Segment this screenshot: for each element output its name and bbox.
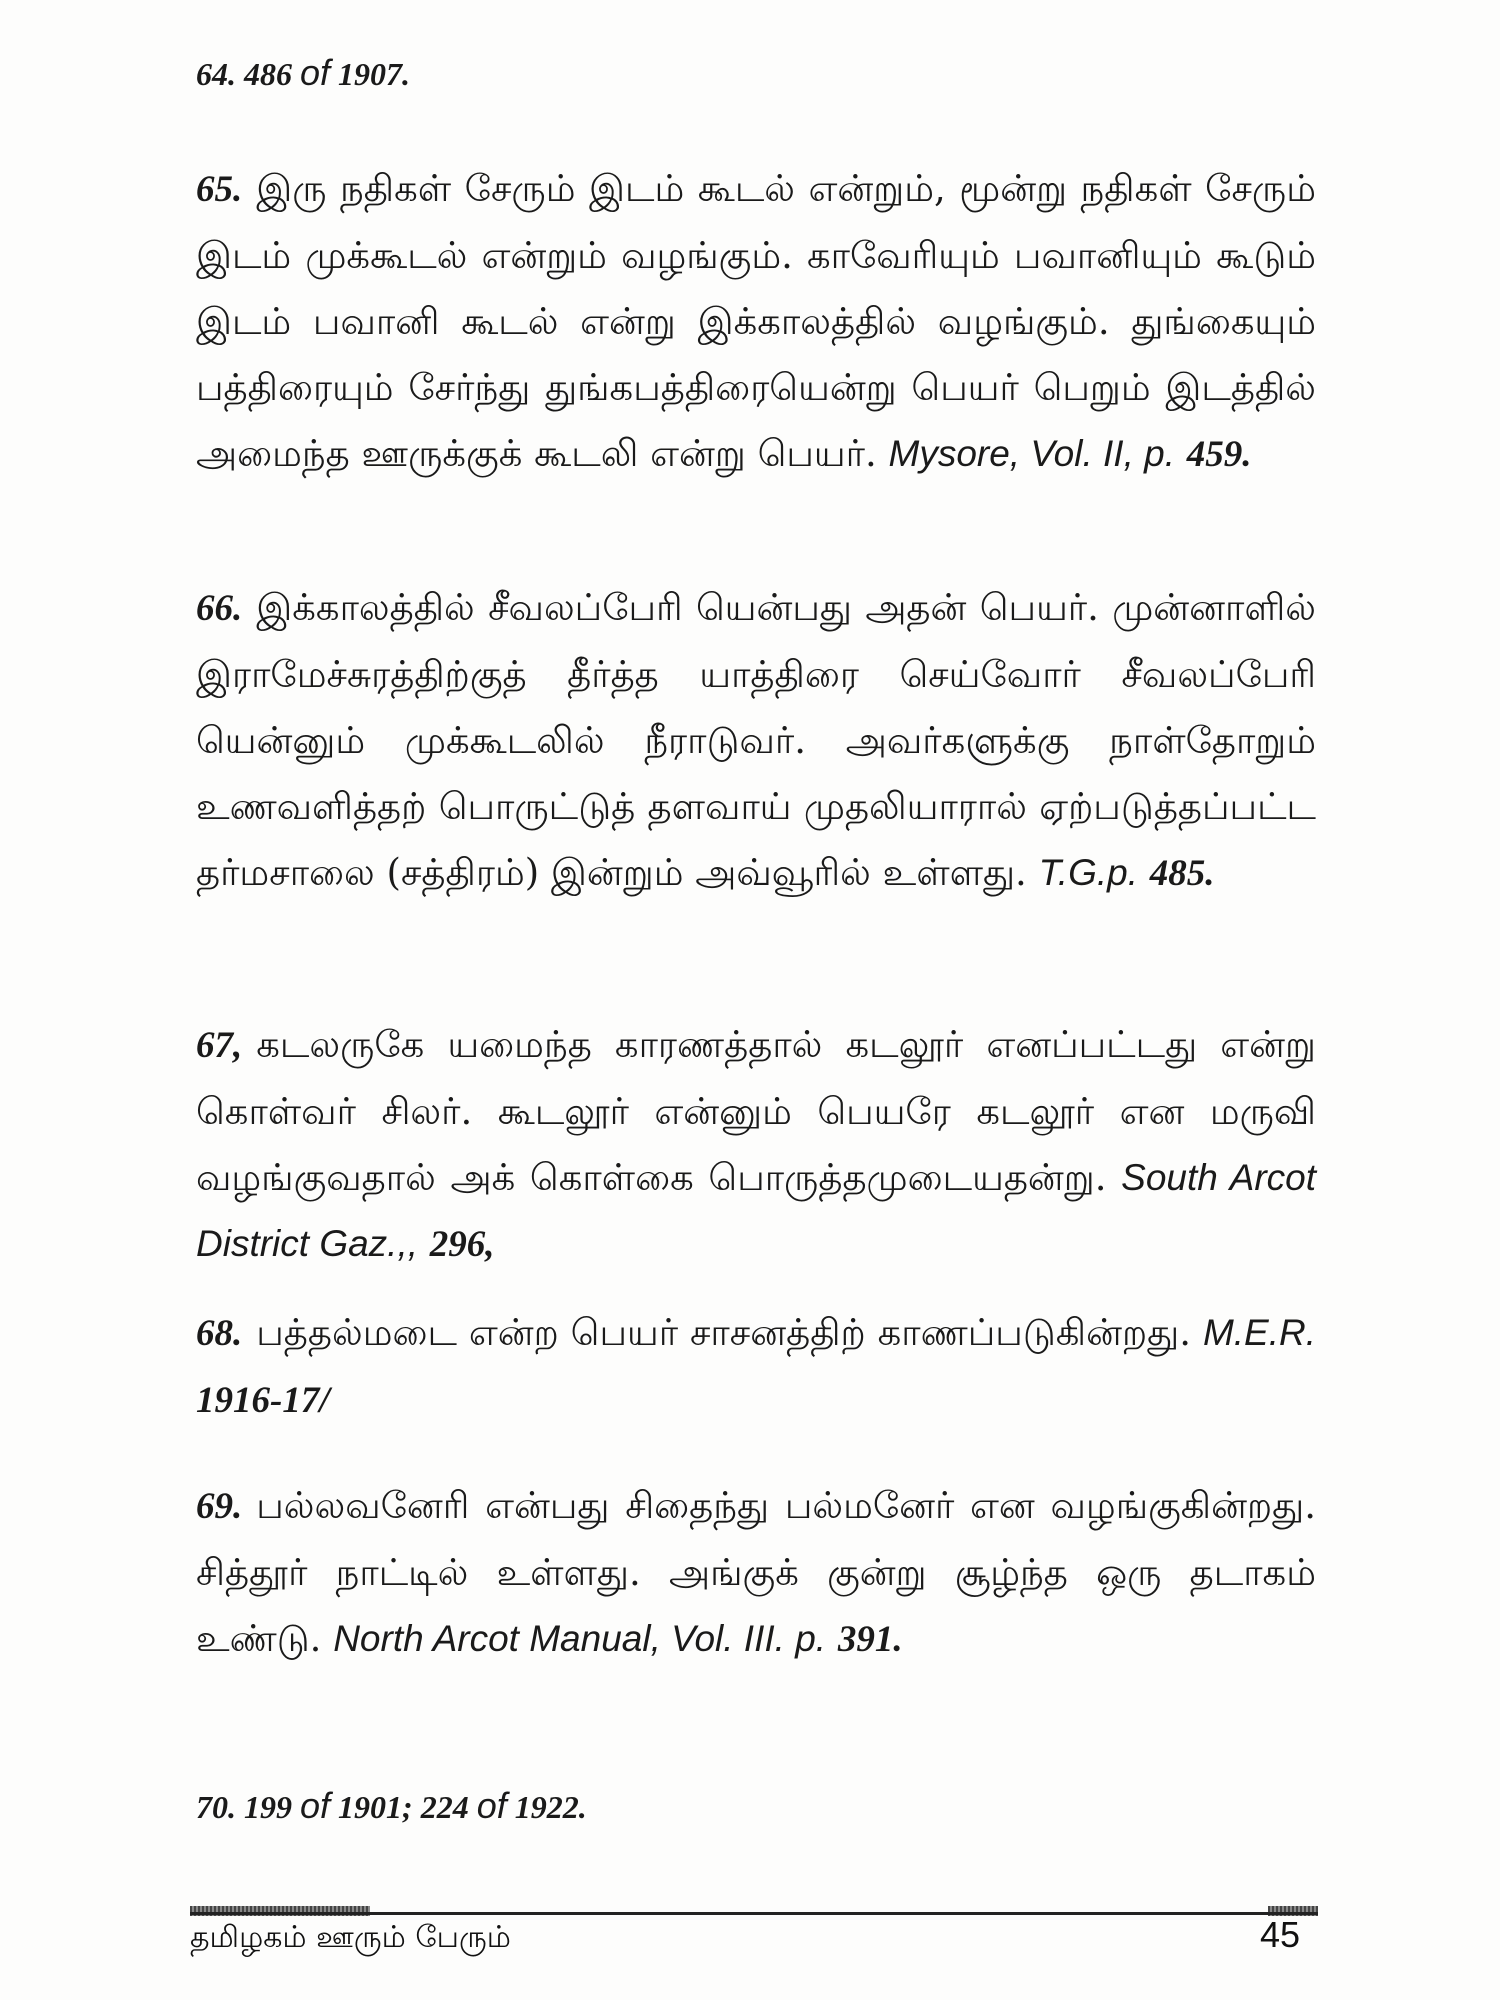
footnote-number: 68. xyxy=(196,1313,243,1354)
footnote-text: பத்தல்மடை என்ற பெயர் சாசனத்திற் காணப்படுகின்றது. xyxy=(256,1311,1192,1354)
footnote-68 xyxy=(196,1300,1316,1434)
footnote-ref: 1922. xyxy=(514,1789,587,1825)
footnote-ref: 224 xyxy=(420,1789,469,1825)
footnote-64 xyxy=(196,40,1316,107)
footnote-number: 64. xyxy=(196,56,236,92)
footnote-text: பல்லவனேரி என்பது சிதைந்து பல்மனேர் என வழங்குகின்றது. சித்தூர் நாட்டில் உள்ளது. அங்குக் குன்று சூழ்ந்த ஒரு தடாகம் உண்டு. xyxy=(196,1484,1316,1660)
page-number: 45 xyxy=(1260,1914,1301,1955)
footnote-citation: South Arcot District Gaz.,, xyxy=(196,1157,1316,1264)
footnote-citation: T.G.p. xyxy=(1038,852,1138,893)
footnote-number: 69. xyxy=(196,1486,243,1527)
footnote-text: இரு நதிகள் சேரும் இடம் கூடல் என்றும், மூன்று நதிகள் சேரும் இடம் முக்கூடல் என்றும் வழங்கும். காவேரியும் பவானியும் கூடும் இடம் பவானி கூடல் என்று இக்காலத்தில் வழங்கும். துங்கையும் பத்திரையும் சேர்ந்து துங்கபத்திரையென்று பெயர் பெறும் இடத்தில் அமைந்த ஊருக்குக் கூடலி என்று பெயர். xyxy=(196,167,1316,475)
footnote-citation: M.E.R. xyxy=(1202,1312,1317,1353)
footnote-66 xyxy=(196,575,1316,907)
footnote-citation-page: 459. xyxy=(1186,434,1252,475)
footnote-67 xyxy=(196,1012,1316,1278)
footnote-number: 65. xyxy=(196,169,243,210)
footnote-citation: North Arcot Manual, Vol. III. p. xyxy=(333,1618,827,1659)
footnote-citation-page: 1916-17/ xyxy=(196,1380,330,1421)
footnote-ref-of: of xyxy=(300,52,331,93)
running-footer-title: தமிழகம் ஊரும் பேரும் xyxy=(190,1920,511,1955)
footnote-citation-page: 391. xyxy=(837,1619,903,1660)
footnote-citation-page: 296, xyxy=(429,1224,495,1265)
footer-divider xyxy=(190,1912,1318,1915)
footnote-number: 70. xyxy=(196,1789,236,1825)
footnote-ref: 1901; xyxy=(338,1789,413,1825)
footnote-citation: Mysore, Vol. II, p. xyxy=(888,433,1175,474)
footnote-ref: 486 xyxy=(244,56,292,92)
footnote-citation-page: 485. xyxy=(1149,853,1215,894)
footnote-ref: 1907. xyxy=(338,56,411,92)
footnote-65 xyxy=(196,156,1316,488)
footnote-70 xyxy=(196,1773,1316,1840)
footnote-text: இக்காலத்தில் சீவலப்பேரி யென்பது அதன் பெயர். முன்னாளில் இராமேச்சுரத்திற்குத் தீர்த்த யாத்திரை செய்வோர் சீவலப்பேரி யென்னும் முக்கூடலில் நீராடுவர். அவர்களுக்கு நாள்தோறும் உணவளித்தற் பொருட்டுத் தளவாய் முதலியாரால் ஏற்படுத்தப்பட்ட தர்மசாலை (சத்திரம்) இன்றும் அவ்வூரில் உள்ளது. xyxy=(196,586,1316,894)
footnote-text: கடலருகே யமைந்த காரணத்தால் கடலூர் எனப்பட்டது என்று கொள்வர் சிலர். கூடலூர் என்னும் பெயரே கடலூர் என மருவி வழங்குவதால் அக் கொள்கை பொருத்தமுடையதன்று. xyxy=(196,1023,1316,1199)
footnote-number: 67, xyxy=(196,1025,243,1066)
footnote-number: 66. xyxy=(196,588,243,629)
footnote-ref: 199 xyxy=(244,1789,292,1825)
footnote-ref-of: of xyxy=(476,1785,507,1826)
footnote-69 xyxy=(196,1473,1316,1673)
footnote-ref-of: of xyxy=(300,1785,331,1826)
